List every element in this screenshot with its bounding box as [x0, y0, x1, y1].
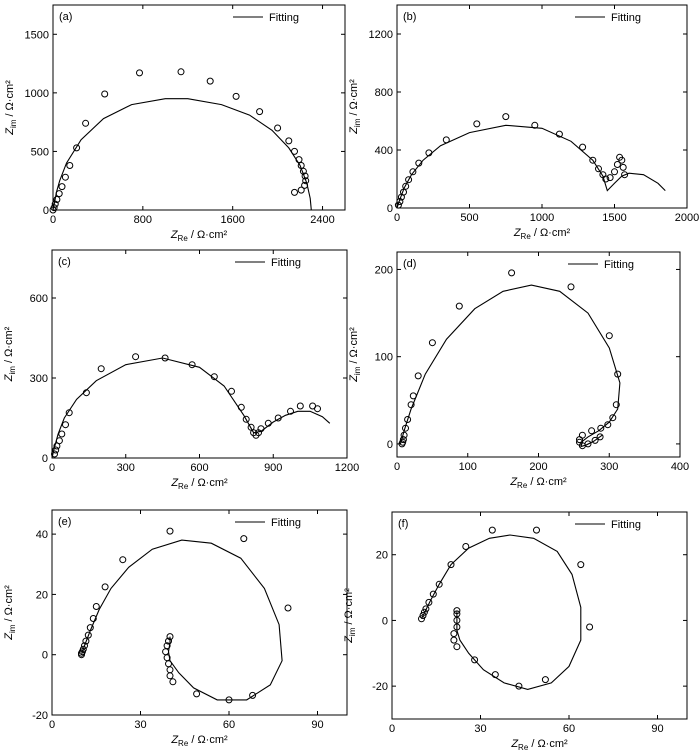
- data-point: [589, 428, 595, 434]
- data-point: [233, 93, 239, 99]
- x-tick-label: 30: [134, 719, 147, 731]
- x-axis-unit: / Ω·cm²: [188, 734, 228, 746]
- x-tick-label: 90: [311, 719, 324, 731]
- x-tick-label: 300: [116, 462, 135, 474]
- data-point: [610, 415, 616, 421]
- x-tick-label: 60: [222, 719, 236, 731]
- panel-label: (b): [403, 11, 417, 23]
- plot-frame: [52, 510, 347, 715]
- y-axis-label: [4, 80, 18, 136]
- data-point: [489, 527, 495, 533]
- data-point: [401, 432, 407, 438]
- data-point: [98, 366, 104, 372]
- y-axis-subscript: im: [353, 118, 362, 128]
- data-point: [315, 406, 321, 412]
- data-point: [241, 536, 247, 542]
- data-point: [194, 691, 200, 697]
- y-tick-label: 1000: [24, 87, 49, 100]
- data-point: [474, 121, 480, 127]
- data-point: [298, 187, 304, 193]
- data-point: [93, 604, 99, 610]
- data-point: [509, 270, 515, 276]
- data-point: [137, 70, 143, 76]
- x-tick-label: 0: [388, 723, 396, 735]
- y-axis-symbol: Z: [348, 375, 360, 382]
- y-axis-unit: / Ω·cm²: [4, 80, 16, 120]
- legend-label: Fitting: [271, 517, 301, 529]
- x-axis-symbol: Z: [510, 476, 518, 488]
- x-tick-label: 0: [393, 212, 401, 224]
- x-tick-label: 100: [458, 461, 477, 473]
- x-axis-subscript: Re: [178, 739, 189, 748]
- data-point: [238, 404, 244, 410]
- y-axis-unit: / Ω·cm²: [3, 585, 15, 625]
- x-tick-label: 900: [264, 462, 283, 474]
- data-point: [568, 284, 574, 290]
- y-axis-label: [348, 327, 362, 383]
- y-axis-subscript: im: [8, 366, 17, 375]
- data-point: [102, 584, 108, 590]
- y-axis-unit: / Ω·cm²: [348, 79, 360, 119]
- data-point: [415, 373, 421, 379]
- data-point: [62, 174, 68, 180]
- data-point: [443, 137, 449, 143]
- y-tick-label: 100: [374, 351, 393, 364]
- x-tick-label: 60: [562, 723, 576, 735]
- data-point: [102, 91, 108, 97]
- x-tick-label: 200: [529, 461, 548, 473]
- x-tick-label: 0: [48, 719, 56, 731]
- x-tick-label: 1200: [334, 462, 360, 474]
- chart-panel-5: [3, 510, 347, 748]
- legend-label: Fitting: [604, 259, 634, 271]
- x-axis-label: [510, 738, 568, 752]
- data-point: [275, 125, 281, 131]
- y-axis-label: [348, 79, 362, 135]
- chart-panel-1: [4, 5, 345, 243]
- y-tick-label: 40: [35, 529, 48, 542]
- data-point: [579, 432, 585, 438]
- x-tick-label: 2400: [310, 214, 335, 226]
- y-tick-label: 1200: [368, 29, 393, 41]
- y-tick-label: 20: [375, 549, 388, 562]
- data-point: [429, 340, 435, 346]
- fitting-curve: [422, 535, 581, 689]
- data-point: [67, 163, 73, 169]
- x-axis-subscript: Re: [178, 482, 189, 491]
- x-tick-label: 30: [474, 723, 487, 735]
- data-point: [207, 78, 213, 84]
- data-point: [292, 189, 298, 195]
- panel-label: (d): [403, 258, 417, 270]
- x-axis-symbol: Z: [513, 227, 521, 239]
- x-axis-subscript: Re: [517, 481, 528, 490]
- x-axis-label: [509, 476, 567, 490]
- data-point: [120, 557, 126, 563]
- y-axis-unit: / Ω·cm²: [3, 326, 15, 367]
- data-point: [167, 528, 173, 534]
- panel-label: (a): [59, 11, 73, 23]
- y-tick-label: 1500: [24, 29, 49, 42]
- x-axis-unit: / Ω·cm²: [528, 738, 568, 750]
- data-point: [167, 673, 173, 679]
- x-tick-label: 0: [48, 462, 56, 474]
- x-tick-label: 90: [651, 723, 664, 735]
- x-tick-label: 1000: [529, 212, 555, 224]
- y-axis-symbol: Z: [3, 374, 15, 382]
- legend-label: Fitting: [611, 519, 641, 531]
- x-tick-label: 600: [190, 462, 209, 474]
- data-point: [178, 69, 184, 75]
- x-axis-subscript: Re: [518, 743, 529, 752]
- y-tick-label: 400: [374, 145, 393, 157]
- x-axis-unit: / Ω·cm²: [187, 229, 228, 241]
- y-axis-unit: / Ω·cm²: [343, 588, 355, 628]
- data-point: [167, 667, 173, 673]
- data-point: [454, 644, 460, 650]
- x-axis-symbol: Z: [170, 229, 178, 241]
- plot-frame: [392, 512, 687, 719]
- y-axis-symbol: Z: [3, 633, 15, 640]
- data-point: [542, 677, 548, 683]
- data-point: [63, 422, 69, 428]
- x-tick-label: 0: [49, 214, 57, 226]
- y-tick-label: 0: [41, 453, 48, 465]
- data-point: [229, 388, 235, 394]
- data-point: [598, 425, 604, 431]
- data-point: [580, 144, 586, 150]
- x-axis-unit: / Ω·cm²: [527, 476, 567, 488]
- chart-panel-6: [343, 512, 687, 752]
- data-point: [587, 624, 593, 630]
- data-point: [133, 354, 139, 360]
- data-point: [56, 191, 62, 197]
- y-tick-label: 200: [374, 264, 393, 277]
- data-point: [534, 527, 540, 533]
- fitting-curve: [53, 99, 311, 210]
- data-point: [59, 431, 65, 437]
- y-tick-label: 0: [381, 615, 388, 628]
- x-axis-label: [513, 227, 571, 241]
- data-point: [451, 631, 457, 637]
- x-axis-symbol: Z: [171, 477, 179, 489]
- y-tick-label: 800: [374, 87, 393, 99]
- x-tick-label: 0: [393, 461, 401, 473]
- data-point: [456, 303, 462, 309]
- data-point: [463, 544, 469, 550]
- x-tick-label: 2000: [674, 212, 700, 224]
- legend-label: Fitting: [271, 257, 301, 269]
- legend-label: Fitting: [269, 12, 299, 24]
- x-tick-label: 500: [460, 212, 479, 224]
- plot-frame: [397, 252, 680, 457]
- panel-label: (e): [58, 516, 72, 528]
- y-tick-label: 20: [35, 589, 48, 602]
- y-tick-label: 0: [386, 203, 393, 215]
- y-axis-label: [343, 588, 357, 644]
- y-tick-label: -20: [372, 681, 388, 694]
- data-point: [606, 333, 612, 339]
- x-axis-label: [170, 477, 228, 491]
- y-tick-label: 0: [41, 649, 48, 662]
- y-tick-label: 600: [29, 293, 48, 305]
- y-tick-label: 0: [42, 205, 49, 217]
- y-tick-label: -20: [32, 710, 48, 722]
- y-axis-symbol: Z: [348, 127, 360, 134]
- data-point: [170, 679, 176, 685]
- data-point: [578, 562, 584, 568]
- y-axis-label: [3, 326, 17, 382]
- y-axis-subscript: im: [9, 119, 18, 129]
- x-tick-label: 400: [670, 461, 690, 473]
- x-axis-subscript: Re: [177, 234, 188, 243]
- y-axis-symbol: Z: [343, 636, 355, 643]
- data-point: [292, 148, 298, 154]
- fitting-curve: [52, 358, 330, 458]
- data-point: [410, 393, 416, 399]
- y-axis-subscript: im: [8, 624, 17, 634]
- x-tick-label: 300: [600, 461, 619, 473]
- fitting-curve: [397, 125, 665, 208]
- x-axis-unit: / Ω·cm²: [188, 477, 228, 489]
- data-point: [166, 661, 172, 667]
- data-point: [451, 637, 457, 643]
- plot-frame: [52, 250, 347, 458]
- data-point: [297, 403, 303, 409]
- y-axis-label: [3, 585, 17, 641]
- data-point: [620, 164, 626, 170]
- plot-frame: [397, 5, 687, 208]
- data-point: [59, 184, 65, 190]
- x-tick-label: 800: [133, 214, 153, 226]
- y-tick-label: 500: [30, 146, 49, 159]
- y-axis-unit: / Ω·cm²: [348, 327, 360, 367]
- data-point: [286, 138, 292, 144]
- data-point: [503, 114, 509, 120]
- data-point: [56, 438, 62, 444]
- y-axis-subscript: im: [348, 627, 357, 637]
- y-tick-label: 0: [386, 438, 393, 451]
- data-point: [83, 120, 89, 126]
- panel-label: (c): [58, 256, 71, 268]
- fitting-curve: [401, 285, 620, 446]
- x-axis-symbol: Z: [171, 734, 179, 746]
- x-tick-label: 1600: [220, 214, 245, 226]
- data-point: [410, 169, 416, 175]
- y-axis-subscript: im: [353, 366, 362, 376]
- data-point: [257, 109, 263, 115]
- panel-label: (f): [398, 518, 409, 530]
- x-axis-label: [170, 229, 228, 243]
- x-axis-subscript: Re: [520, 232, 531, 241]
- chart-panel-3: [3, 250, 359, 491]
- chart-panel-4: [348, 252, 689, 490]
- plot-frame: [53, 5, 345, 210]
- x-tick-label: 1500: [602, 212, 627, 224]
- fitting-curve: [82, 540, 283, 700]
- data-point: [612, 169, 618, 175]
- x-axis-label: [170, 734, 228, 748]
- legend-label: Fitting: [611, 12, 641, 24]
- data-point: [285, 605, 291, 611]
- y-axis-symbol: Z: [4, 128, 16, 135]
- chart-panel-2: [348, 5, 699, 241]
- y-tick-label: 300: [29, 373, 48, 385]
- data-point: [163, 649, 169, 655]
- x-axis-symbol: Z: [511, 738, 519, 750]
- x-axis-unit: / Ω·cm²: [530, 227, 571, 239]
